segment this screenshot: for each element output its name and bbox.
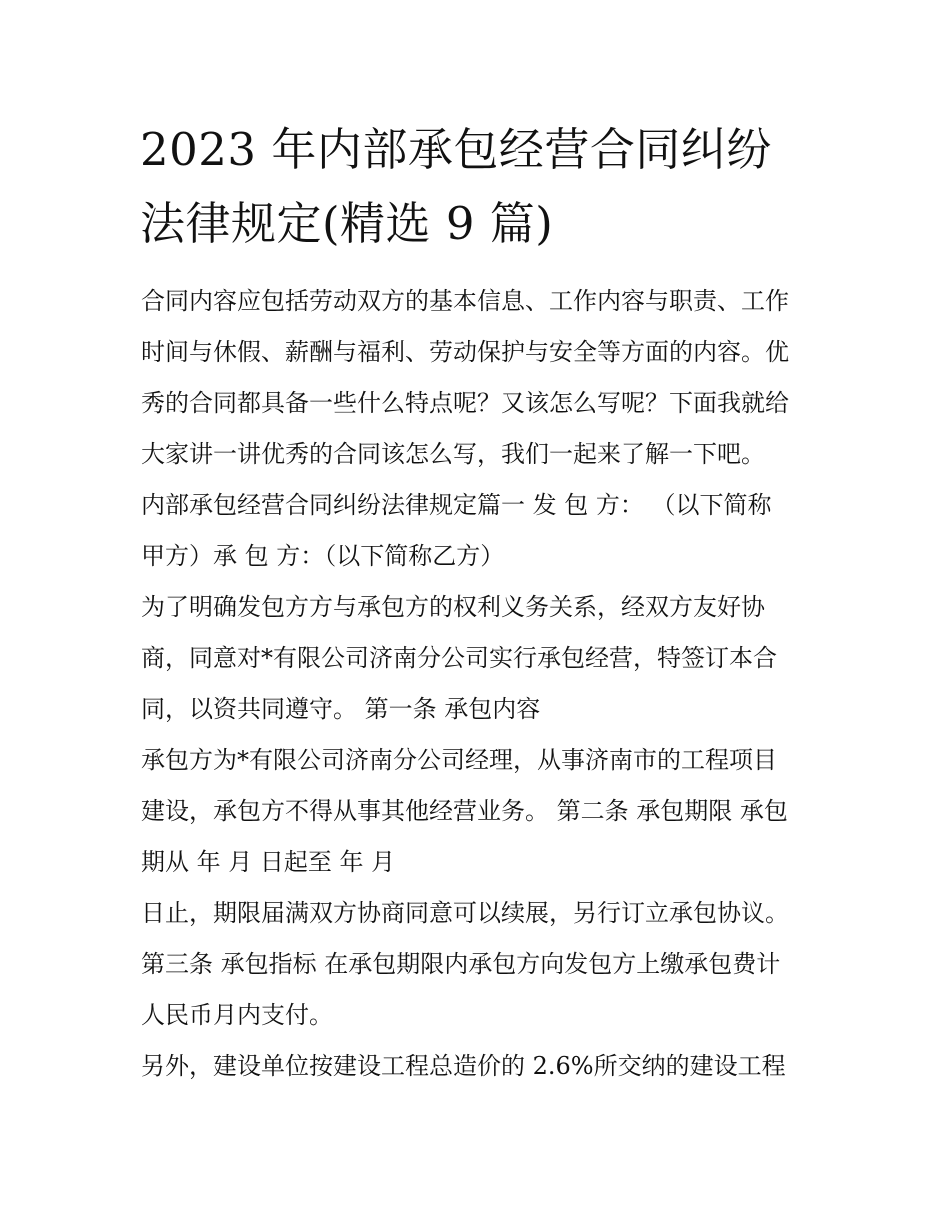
body-line: 第三条 承包指标 在承包期限内承包方向发包方上缴承包费计 bbox=[141, 950, 781, 978]
body-line: 合同内容应包括劳动双方的基本信息、工作内容与职责、工作 bbox=[141, 287, 789, 315]
body-line: 承包方为*有限公司济南分公司经理，从事济南市的工程项目 bbox=[141, 746, 777, 774]
body-line: 秀的合同都具备一些什么特点呢？又该怎么写呢？下面我就给 bbox=[141, 389, 789, 417]
body-line: 大家讲一讲优秀的合同该怎么写，我们一起来了解一下吧。 bbox=[141, 440, 765, 468]
body-line: 人民币月内支付。 bbox=[141, 1001, 333, 1029]
body-line: 日止，期限届满双方协商同意可以续展，另行订立承包协议。 bbox=[141, 899, 789, 927]
body-line: 为了明确发包方方与承包方的权利义务关系，经双方友好协 bbox=[141, 593, 765, 621]
title-line-2: 法律规定(精选 9 篇) bbox=[140, 197, 554, 250]
body-line: 商，同意对*有限公司济南分公司实行承包经营，特签订本合 bbox=[141, 644, 777, 672]
body-line: 时间与休假、薪酬与福利、劳动保护与安全等方面的内容。优 bbox=[141, 338, 789, 366]
document-title bbox=[140, 113, 840, 261]
body-line: 期从 年 月 日起至 年 月 bbox=[141, 848, 396, 876]
body-line: 另外，建设单位按建设工程总造价的 2.6%所交纳的建设工程 bbox=[141, 1052, 786, 1080]
body-line: 同，以资共同遵守。 第一条 承包内容 bbox=[141, 695, 541, 723]
document-body bbox=[141, 276, 831, 1092]
body-line: 内部承包经营合同纠纷法律规定篇一 发 包 方： （以下简称 bbox=[141, 491, 772, 519]
title-line-1: 2023 年内部承包经营合同纠纷 bbox=[140, 123, 772, 176]
body-line: 建设，承包方不得从事其他经营业务。 第二条 承包期限 承包 bbox=[141, 797, 788, 825]
body-line: 甲方）承 包 方：（以下简称乙方） bbox=[141, 542, 505, 570]
